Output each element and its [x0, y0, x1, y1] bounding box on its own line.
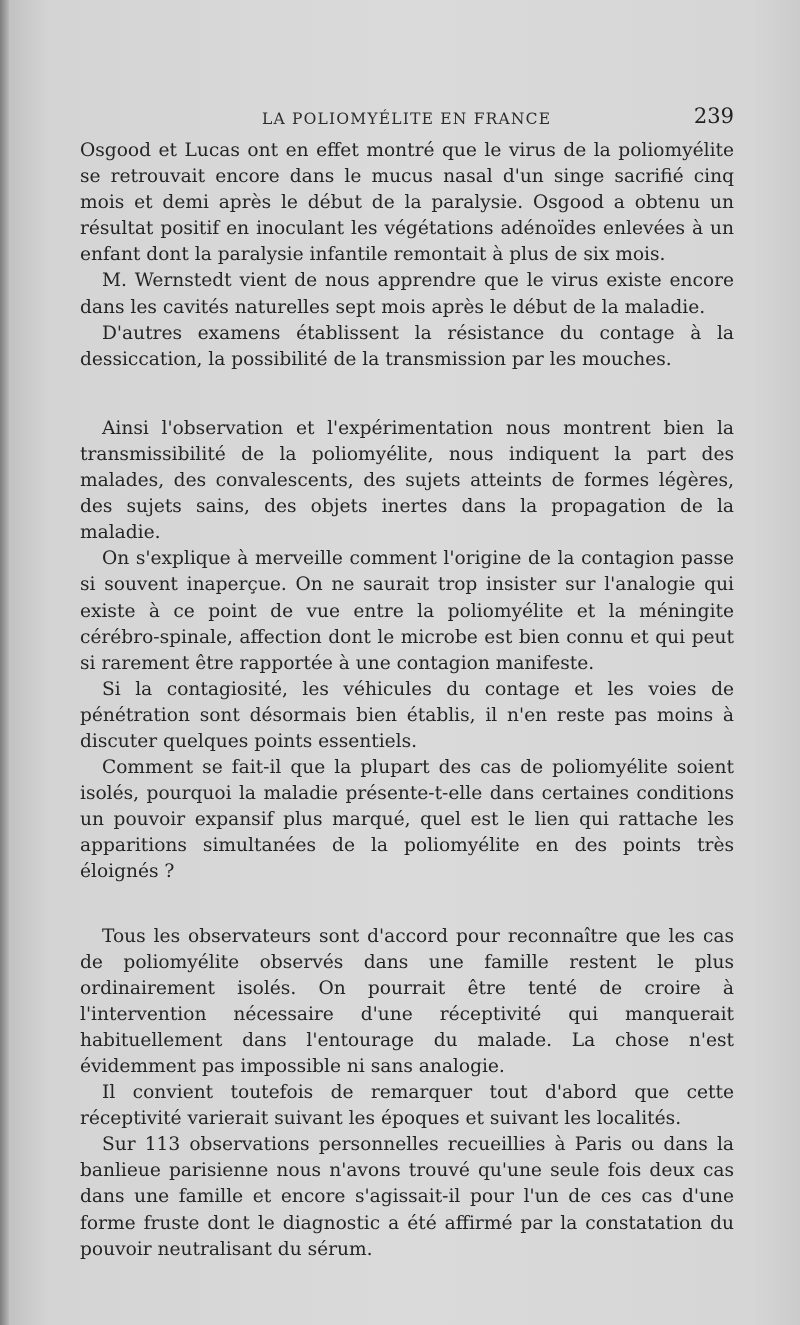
page-number: 239: [693, 104, 734, 128]
paragraph: Osgood et Lucas ont en effet montré que le virus de la poliomyélite se retrouvait encore dans le mucus nasal d'un singe sacrifié cinq mois et demi après le début de la paralysie. Osgood a obtenu un résultat positif en inoculant les végétations adénoïdes enlevées à un enfant dont la paralysie infantile remontait à plus de six mois.: [80, 140, 734, 266]
paragraph: Tous les observateurs sont d'accord pour reconnaître que les cas de poliomyélite observés dans une famille restent le plus ordinairement isolés. On pourrait être tenté de croire à l'intervention nécessaire d'une réceptivité qui manquerait habituellement dans l'entourage du malade. La chose n'est évidemment pas impossible ni sans analogie.: [80, 925, 734, 1077]
paragraph: Ainsi l'observation et l'expérimentation nous montrent bien la transmissibilité de la poliomyélite, nous indiquent la part des malades, des convalescents, des sujets atteints de formes légères, des sujets sains, des objets inertes dans la propagation de la maladie.: [80, 417, 734, 544]
paragraph: Il convient toutefois de remarquer tout d'abord que cette réceptivité varierait suivant les époques et suivant les localités.: [80, 1082, 734, 1130]
body-text: [80, 138, 734, 1263]
paragraph: Comment se fait-il que la plupart des cas de poliomyélite soient isolés, pourquoi la maladie présente-t-elle dans certaines conditions un pouvoir expansif plus marqué, quel est le lien qui rattache les apparitions simultanées de la poliomyélite en des points très éloignés ?: [80, 757, 734, 883]
paragraph: M. Wernstedt vient de nous apprendre que le virus existe encore dans les cavités naturelles sept mois après le début de la maladie.: [80, 270, 734, 318]
page-header: [80, 104, 740, 136]
paragraph: On s'explique à merveille comment l'origine de la contagion passe si souvent inaperçue. On ne saurait trop insister sur l'analogie qui existe à ce point de vue entre la poliomyélite et la méningite cérébro-spinale, affection dont le microbe est bien connu et qui peut si rarement être rapportée à une contagion manifeste.: [80, 548, 734, 674]
paragraph: Si la contagiosité, les véhicules du contage et les voies de pénétration sont désormais bien établis, il n'en reste pas moins à discuter quelques points essentiels.: [80, 678, 734, 752]
book-spine-shadow: [0, 0, 9, 1325]
paragraph: D'autres examens établissent la résistance du contage à la dessiccation, la possibilité de la transmission par les mouches.: [80, 322, 734, 370]
paragraph: Sur 113 observations personnelles recueillies à Paris ou dans la banlieue parisienne nous n'avons trouvé qu'une seule fois deux cas dans une famille et encore s'agissait-il pour l'un de ces cas d'une forme fruste dont le diagnostic a été affirmé par la constatation du pouvoir neutralisant du sérum.: [80, 1134, 734, 1260]
running-title: LA POLIOMYÉLITE EN FRANCE: [262, 110, 552, 128]
